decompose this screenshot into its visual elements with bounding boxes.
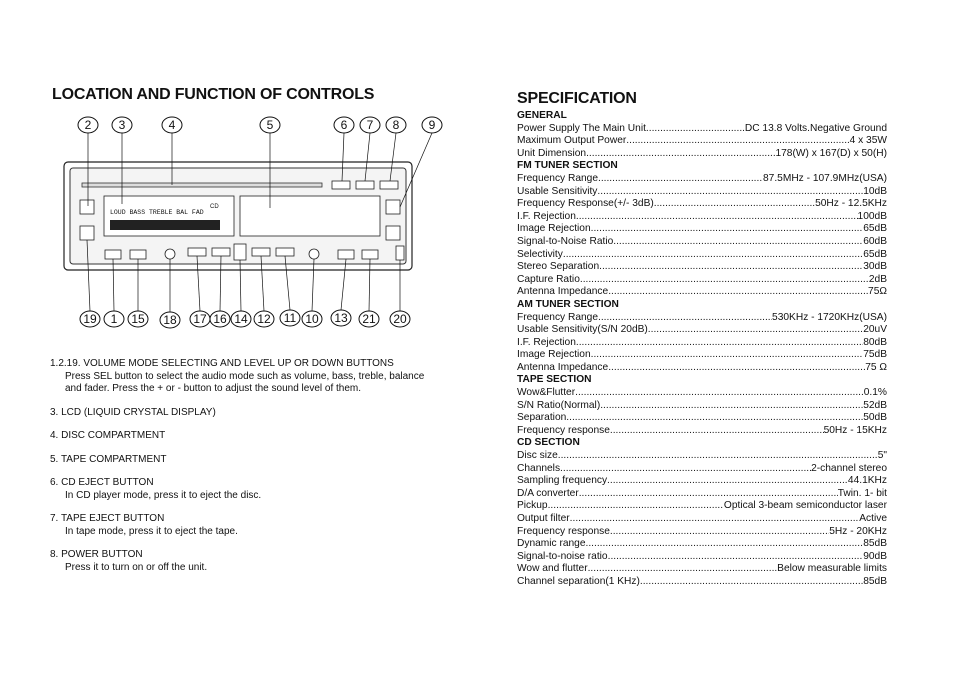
svg-text:16: 16 (213, 312, 227, 326)
spec-row (517, 513, 887, 526)
spec-row (517, 526, 887, 539)
spec-row (517, 576, 887, 589)
spec-label: Usable Sensitivity (517, 185, 598, 197)
spec-label: Image Rejection (517, 349, 591, 361)
preset-button-6 (252, 248, 270, 256)
knob-right (309, 249, 319, 259)
spec-label: Wow and flutter (517, 563, 588, 575)
specification-table (517, 110, 887, 589)
svg-text:18: 18 (163, 313, 177, 327)
spec-value: 65dB (863, 223, 887, 235)
spec-row (517, 500, 887, 513)
preset-button-1 (105, 250, 121, 259)
spec-leader-dots (608, 362, 865, 375)
control-item-disc-compartment (50, 430, 440, 443)
spec-label: Channel separation(1 KHz) (517, 575, 640, 587)
spec-leader-dots (586, 538, 864, 551)
control-heading: 8. POWER BUTTON (50, 549, 143, 560)
spec-row (517, 387, 887, 400)
spec-label: Frequency response (517, 525, 610, 537)
spec-row (517, 538, 887, 551)
spec-label: Dynamic range (517, 538, 586, 550)
spec-value: 87.5MHz - 107.9MHz(USA) (763, 172, 887, 184)
control-item-volume (50, 358, 440, 396)
spec-row (517, 286, 887, 299)
spec-row (517, 400, 887, 413)
spec-label: Stereo Separation (517, 261, 600, 273)
spec-leader-dots (610, 526, 829, 539)
spec-row (517, 123, 887, 136)
volume-up-button-shape (80, 200, 94, 214)
spec-label: Signal-to-Noise Ratio (517, 235, 614, 247)
spec-row (517, 488, 887, 501)
spec-value: 0.1% (863, 387, 887, 399)
spec-section-heading: GENERAL (517, 110, 567, 121)
cd-eject-button-shape (332, 181, 350, 189)
spec-value: 75dB (863, 349, 887, 361)
spec-leader-dots (580, 274, 869, 287)
spec-section-heading: TAPE SECTION (517, 374, 592, 386)
spec-leader-dots (613, 236, 863, 249)
control-description: Press it to turn on or off the unit. (65, 561, 208, 573)
spec-value: Twin. 1- bit (837, 487, 887, 499)
spec-value: 90dB (863, 550, 887, 562)
control-item-tape-eject (50, 513, 440, 538)
callout-21 (359, 259, 379, 327)
spec-label: Selectivity (517, 248, 563, 260)
spec-leader-dots (597, 186, 863, 199)
svg-text:6: 6 (340, 118, 348, 132)
spec-row (517, 362, 887, 375)
spec-label: Pickup (517, 500, 548, 512)
spec-value: 2dB (868, 273, 887, 285)
control-heading: 1.2.19. VOLUME MODE SELECTING AND LEVEL UP OR DOWN BUTTONS (50, 358, 394, 369)
spec-value: 4 x 35W (849, 135, 887, 147)
control-heading: 4. DISC COMPARTMENT (50, 430, 166, 441)
control-item-power (50, 549, 440, 574)
spec-leader-dots (608, 286, 868, 299)
spec-row (517, 563, 887, 576)
spec-value: 30dB (863, 261, 887, 273)
spec-value: 44.1KHz (847, 475, 887, 487)
preset-button-8 (338, 250, 354, 259)
spec-leader-dots (610, 425, 824, 438)
preset-button-5 (234, 244, 246, 260)
spec-leader-dots (588, 563, 778, 576)
spec-row (517, 186, 887, 199)
spec-label: Disc size (517, 450, 558, 462)
spec-row (517, 148, 887, 161)
spec-leader-dots (608, 551, 864, 564)
control-description: Press SEL button to select the audio mode such as volume, bass, treble, balance and fader. Press the + or - button to adjust the sound level of them. (65, 370, 425, 394)
svg-text:2: 2 (84, 118, 92, 132)
control-heading: 7. TAPE EJECT BUTTON (50, 513, 165, 524)
spec-label: Image Rejection (517, 223, 591, 235)
spec-label: Output filter (517, 513, 570, 524)
spec-leader-dots (598, 173, 763, 186)
spec-row (517, 412, 887, 425)
right-page-title: SPECIFICATION (517, 90, 637, 107)
spec-leader-dots (566, 412, 863, 425)
spec-value: 85dB (863, 538, 887, 550)
callout-11 (280, 256, 300, 326)
spec-leader-dots (563, 249, 863, 262)
spec-label: Antenna Impedance (517, 286, 609, 298)
spec-row (517, 223, 887, 236)
preset-button-9 (362, 250, 378, 259)
spec-row (517, 135, 887, 148)
spec-row (517, 198, 887, 211)
tape-eject-button-shape (356, 181, 374, 189)
spec-label: I.F. Rejection (517, 210, 576, 222)
svg-text:15: 15 (131, 312, 145, 326)
spec-row (517, 337, 887, 350)
spec-value: DC 13.8 Volts.Negative Ground (744, 122, 887, 134)
spec-value: 2-channel stereo (811, 462, 887, 474)
spec-label: Channels (517, 462, 561, 474)
right-side-button-a (386, 200, 400, 214)
spec-label: Maximum Output Power (517, 135, 627, 147)
spec-leader-dots (560, 463, 811, 476)
right-side-button-b (386, 226, 400, 240)
spec-leader-dots (600, 400, 863, 413)
spec-label: Usable Sensitivity(S/N 20dB) (517, 324, 648, 336)
spec-row (517, 551, 887, 564)
callout-10 (302, 259, 322, 327)
spec-section-heading: AM TUNER SECTION (517, 298, 619, 310)
spec-label: Wow&Flutter (517, 387, 576, 399)
control-heading: 6. CD EJECT BUTTON (50, 477, 154, 488)
spec-value: 52dB (863, 399, 887, 411)
svg-text:3: 3 (118, 118, 126, 132)
spec-label: Frequency Response(+/- 3dB) (517, 198, 654, 210)
control-description: In tape mode, press it to eject the tape. (65, 525, 238, 537)
svg-text:12: 12 (257, 312, 271, 326)
svg-text:14: 14 (234, 312, 248, 326)
spec-leader-dots (607, 475, 848, 488)
spec-leader-dots (654, 198, 815, 211)
spec-leader-dots (591, 349, 864, 362)
spec-row (517, 249, 887, 262)
svg-text:8: 8 (392, 118, 400, 132)
spec-label: Signal-to-noise ratio (517, 550, 608, 562)
lcd-readout: LOUD BASS TREBLE BAL FAD (110, 209, 204, 216)
knob-left (165, 249, 175, 259)
spec-row (517, 173, 887, 186)
callout-15 (128, 259, 148, 327)
svg-text:1: 1 (110, 312, 118, 326)
spec-leader-dots (576, 211, 858, 224)
spec-value: 5" (877, 450, 887, 462)
svg-text:20: 20 (393, 312, 407, 326)
spec-value: 75Ω (868, 286, 887, 298)
spec-value: 5Hz - 20KHz (829, 525, 887, 537)
spec-label: Sampling frequency (517, 475, 608, 487)
spec-label: S/N Ratio(Normal) (517, 399, 601, 411)
spec-leader-dots (640, 576, 863, 589)
callout-13 (331, 259, 351, 326)
preset-button-2 (130, 250, 146, 259)
spec-label: Unit Dimension (517, 147, 587, 159)
callout-12 (254, 256, 274, 327)
spec-leader-dots (591, 223, 864, 236)
svg-text:17: 17 (193, 312, 207, 326)
spec-row (517, 349, 887, 362)
spec-leader-dots (646, 123, 745, 136)
left-page-title: LOCATION AND FUNCTION OF CONTROLS (52, 86, 375, 103)
spec-leader-dots (626, 135, 849, 148)
callout-16 (210, 256, 230, 327)
svg-text:7: 7 (366, 118, 374, 132)
control-heading: 5. TAPE COMPARTMENT (50, 453, 167, 465)
tape-window (240, 196, 380, 236)
spec-value: Below measurable limits (777, 563, 887, 575)
spec-value: 60dB (863, 235, 887, 247)
spec-leader-dots (579, 488, 838, 501)
spec-leader-dots (570, 513, 860, 526)
preset-button-4 (212, 248, 230, 256)
spec-row (517, 324, 887, 337)
svg-text:9: 9 (428, 118, 436, 132)
spec-leader-dots (576, 337, 863, 350)
preset-button-7 (276, 248, 294, 256)
spec-section-heading: CD SECTION (517, 437, 580, 449)
control-description: In CD player mode, press it to eject the disc. (65, 489, 262, 501)
preset-button-3 (188, 248, 206, 256)
car-stereo-diagram (60, 108, 460, 336)
control-item-lcd (50, 407, 440, 420)
spec-row (517, 463, 887, 476)
spec-value: 50Hz - 12.5KHz (815, 198, 887, 210)
svg-text:10: 10 (305, 312, 319, 326)
controls-list (50, 358, 440, 585)
spec-row (517, 425, 887, 438)
disc-slot (82, 183, 322, 187)
spec-leader-dots (575, 387, 864, 400)
spec-row (517, 274, 887, 287)
spec-label: Frequency Range (517, 172, 598, 184)
spec-label: Power Supply The Main Unit (517, 122, 646, 134)
spec-leader-dots (648, 324, 863, 337)
spec-row (517, 312, 887, 325)
control-item-cd-eject (50, 477, 440, 502)
spec-value: Optical 3-beam semiconductor laser (723, 500, 887, 512)
spec-leader-dots (598, 312, 772, 325)
spec-row (517, 211, 887, 224)
spec-value: 178(W) x 167(D) x 50(H) (775, 147, 887, 159)
spec-label: Frequency response (517, 424, 610, 436)
control-heading: 3. LCD (LIQUID CRYSTAL DISPLAY) (50, 406, 216, 418)
spec-leader-dots (599, 261, 863, 274)
spec-value: 50dB (863, 412, 887, 424)
spec-label: D/A converter (517, 487, 579, 499)
spec-leader-dots (558, 450, 878, 463)
spec-value: 65dB (863, 248, 887, 260)
svg-text:4: 4 (168, 118, 176, 132)
spec-section-heading: FM TUNER SECTION (517, 160, 618, 172)
control-item-tape-compartment (50, 454, 440, 467)
svg-text:11: 11 (283, 311, 297, 325)
callout-17 (190, 256, 210, 327)
spec-label: Antenna Impedance (517, 361, 609, 373)
spec-row (517, 236, 887, 249)
svg-text:5: 5 (266, 118, 274, 132)
spec-leader-dots (586, 148, 775, 161)
callout-1 (104, 259, 124, 327)
spec-row (517, 261, 887, 274)
spec-label: I.F. Rejection (517, 336, 576, 348)
spec-label: Separation (517, 412, 567, 424)
spec-value: 85dB (863, 575, 887, 587)
svg-text:19: 19 (83, 312, 97, 326)
spec-value: 100dB (857, 210, 887, 222)
spec-value: 10dB (863, 185, 887, 197)
spec-value: 530KHz - 1720KHz(USA) (772, 311, 887, 323)
volume-down-button-shape (80, 226, 94, 240)
callout-18 (160, 259, 180, 328)
svg-text:21: 21 (362, 312, 376, 326)
spec-row (517, 475, 887, 488)
svg-text:13: 13 (334, 311, 348, 325)
spec-value: 75 Ω (865, 361, 887, 373)
spec-label: Capture Ratio (517, 273, 580, 285)
spec-value: 80dB (863, 336, 887, 348)
preset-button-10 (396, 246, 404, 260)
spec-value: Active (859, 513, 887, 524)
spec-value: 20uV (863, 324, 887, 336)
spec-value: 50Hz - 15KHz (823, 424, 887, 436)
spec-label: Frequency Range (517, 311, 598, 323)
power-button-shape (380, 181, 398, 189)
spec-row (517, 450, 887, 463)
spec-leader-dots (548, 500, 724, 513)
lcd-cd-label: CD (210, 204, 219, 210)
